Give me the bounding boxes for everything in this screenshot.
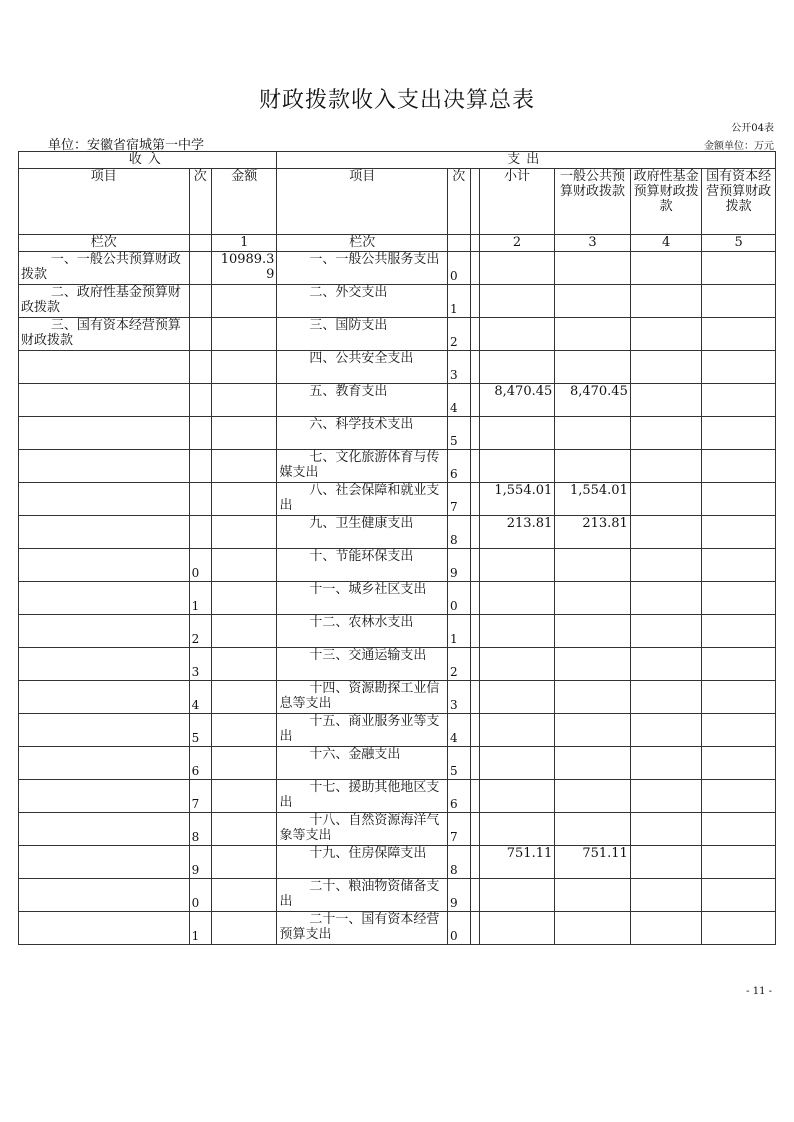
income-seq: 6 <box>189 747 211 780</box>
income-item: 一、一般公共预算财政拨款 <box>19 252 190 285</box>
header-section-row <box>19 152 776 169</box>
subtotal-value <box>479 318 555 351</box>
gov-fund-value <box>630 318 702 351</box>
income-seq: 9 <box>189 846 211 879</box>
gov-fund-value <box>630 846 702 879</box>
income-item <box>19 813 190 846</box>
general-budget-value <box>555 879 631 912</box>
spacer-cell <box>470 813 479 846</box>
gov-fund-value <box>630 714 702 747</box>
expense-seq: 5 <box>448 417 470 450</box>
spacer-cell <box>470 351 479 384</box>
income-amount <box>212 648 277 681</box>
general-budget-value <box>555 582 631 615</box>
state-capital-value <box>702 549 776 582</box>
state-capital-value <box>702 384 776 417</box>
expense-seq: 7 <box>448 813 470 846</box>
expense-seq: 6 <box>448 450 470 483</box>
spacer-cell <box>470 747 479 780</box>
spacer-cell <box>470 483 479 516</box>
spacer-cell <box>470 285 479 318</box>
income-amount <box>212 747 277 780</box>
income-seq: 5 <box>189 714 211 747</box>
expense-item-header: 项目 <box>277 169 448 235</box>
income-amount <box>212 417 277 450</box>
income-seq: 4 <box>189 681 211 714</box>
col-empty <box>189 235 211 252</box>
income-item <box>19 747 190 780</box>
gov-fund-value <box>630 252 702 285</box>
spacer-cell <box>470 582 479 615</box>
table-row <box>19 417 776 450</box>
col-empty <box>448 235 470 252</box>
income-item <box>19 912 190 945</box>
page-number: - 11 - <box>746 986 772 997</box>
income-amount <box>212 384 277 417</box>
general-budget-value: 213.81 <box>555 516 631 549</box>
expense-item: 二、外交支出 <box>277 285 448 318</box>
income-item <box>19 384 190 417</box>
summary-table <box>18 151 776 945</box>
subtotal-value <box>479 681 555 714</box>
income-seq <box>189 417 211 450</box>
col-number-5: 5 <box>702 235 776 252</box>
income-item: 三、国有资本经营预算财政拨款 <box>19 318 190 351</box>
col-number-1: 1 <box>212 235 277 252</box>
income-seq-header: 次 <box>189 169 211 235</box>
expense-item: 十六、金融支出 <box>277 747 448 780</box>
table-row <box>19 516 776 549</box>
general-budget-header: 一般公共预算财政拨款 <box>555 169 631 235</box>
income-item <box>19 483 190 516</box>
income-seq: 0 <box>189 549 211 582</box>
expense-item: 十二、农林水支出 <box>277 615 448 648</box>
expense-item: 四、公共安全支出 <box>277 351 448 384</box>
table-row <box>19 747 776 780</box>
general-budget-value <box>555 417 631 450</box>
spacer-cell <box>470 450 479 483</box>
expense-seq: 4 <box>448 384 470 417</box>
table-row <box>19 681 776 714</box>
table-row <box>19 318 776 351</box>
col-number-2: 2 <box>479 235 555 252</box>
expense-seq: 7 <box>448 483 470 516</box>
state-capital-value <box>702 615 776 648</box>
general-budget-value <box>555 285 631 318</box>
expense-seq: 0 <box>448 252 470 285</box>
general-budget-value <box>555 252 631 285</box>
state-capital-value <box>702 417 776 450</box>
income-amount <box>212 351 277 384</box>
income-seq: 2 <box>189 615 211 648</box>
col-number-4: 4 <box>630 235 702 252</box>
spacer-cell <box>470 846 479 879</box>
general-budget-value <box>555 813 631 846</box>
income-item <box>19 351 190 384</box>
income-item <box>19 615 190 648</box>
gov-fund-value <box>630 681 702 714</box>
income-seq <box>189 384 211 417</box>
income-seq <box>189 252 211 285</box>
income-item <box>19 846 190 879</box>
table-row <box>19 648 776 681</box>
subtotal-value: 1,554.01 <box>479 483 555 516</box>
spacer-cell <box>470 549 479 582</box>
expense-seq: 3 <box>448 351 470 384</box>
gov-fund-value <box>630 417 702 450</box>
income-amount <box>212 846 277 879</box>
table-row <box>19 549 776 582</box>
gov-fund-value <box>630 747 702 780</box>
column-number-row <box>19 235 776 252</box>
general-budget-value <box>555 780 631 813</box>
subtotal-value <box>479 879 555 912</box>
subtotal-value <box>479 615 555 648</box>
subtotal-value <box>479 714 555 747</box>
state-capital-value <box>702 450 776 483</box>
income-item <box>19 780 190 813</box>
income-amount <box>212 912 277 945</box>
subtotal-value <box>479 549 555 582</box>
income-item-header: 项目 <box>19 169 190 235</box>
income-seq <box>189 516 211 549</box>
state-capital-value <box>702 681 776 714</box>
subtotal-header: 小计 <box>479 169 555 235</box>
table-row <box>19 879 776 912</box>
income-amount-header: 金额 <box>212 169 277 235</box>
spacer-cell <box>470 516 479 549</box>
expense-item: 三、国防支出 <box>277 318 448 351</box>
income-amount <box>212 450 277 483</box>
table-body <box>19 252 776 945</box>
gov-fund-value <box>630 516 702 549</box>
general-budget-value <box>555 747 631 780</box>
state-capital-value <box>702 318 776 351</box>
income-seq <box>189 285 211 318</box>
state-capital-value <box>702 285 776 318</box>
income-seq: 8 <box>189 813 211 846</box>
table-row <box>19 615 776 648</box>
expense-seq: 2 <box>448 318 470 351</box>
expense-item: 十七、援助其他地区支出 <box>277 780 448 813</box>
subtotal-value <box>479 780 555 813</box>
expense-seq: 2 <box>448 648 470 681</box>
reporting-unit: 单位：安徽省宿城第一中学 <box>48 138 205 153</box>
income-seq: 1 <box>189 582 211 615</box>
expense-item: 十九、住房保障支出 <box>277 846 448 879</box>
table-row <box>19 780 776 813</box>
spacer-cell <box>470 615 479 648</box>
income-amount <box>212 516 277 549</box>
expense-item: 十三、交通运输支出 <box>277 648 448 681</box>
subtotal-value <box>479 648 555 681</box>
income-seq <box>189 483 211 516</box>
general-budget-value: 8,470.45 <box>555 384 631 417</box>
gov-fund-value <box>630 582 702 615</box>
table-row <box>19 252 776 285</box>
spacer-cell <box>470 681 479 714</box>
state-capital-value <box>702 879 776 912</box>
gov-fund-value <box>630 615 702 648</box>
income-amount <box>212 681 277 714</box>
income-item <box>19 450 190 483</box>
state-capital-value <box>702 483 776 516</box>
general-budget-value <box>555 318 631 351</box>
spacer-cell <box>470 169 479 235</box>
col-label-right: 栏次 <box>277 235 448 252</box>
spacer-cell <box>470 252 479 285</box>
table-row <box>19 285 776 318</box>
income-item <box>19 549 190 582</box>
income-item <box>19 582 190 615</box>
general-budget-value <box>555 912 631 945</box>
expense-item: 六、科学技术支出 <box>277 417 448 450</box>
income-amount <box>212 714 277 747</box>
income-seq <box>189 351 211 384</box>
income-amount <box>212 879 277 912</box>
subtotal-value: 213.81 <box>479 516 555 549</box>
expense-seq: 1 <box>448 285 470 318</box>
spacer-cell <box>470 714 479 747</box>
income-seq: 1 <box>189 912 211 945</box>
expense-seq: 5 <box>448 747 470 780</box>
expense-item: 五、教育支出 <box>277 384 448 417</box>
state-capital-value <box>702 846 776 879</box>
spacer-cell <box>470 318 479 351</box>
spacer-cell <box>470 912 479 945</box>
table-row <box>19 384 776 417</box>
col-number-3: 3 <box>555 235 631 252</box>
gov-fund-value <box>630 813 702 846</box>
general-budget-value <box>555 714 631 747</box>
table-row <box>19 483 776 516</box>
income-item <box>19 714 190 747</box>
spacer-cell <box>470 648 479 681</box>
general-budget-value <box>555 615 631 648</box>
expense-item: 十八、自然资源海洋气象等支出 <box>277 813 448 846</box>
table-row <box>19 714 776 747</box>
income-seq: 0 <box>189 879 211 912</box>
state-capital-value <box>702 813 776 846</box>
expense-seq: 9 <box>448 879 470 912</box>
expense-seq: 9 <box>448 549 470 582</box>
income-item <box>19 648 190 681</box>
state-capital-value <box>702 747 776 780</box>
col-empty <box>470 235 479 252</box>
expense-item: 十一、城乡社区支出 <box>277 582 448 615</box>
general-budget-value <box>555 549 631 582</box>
gov-fund-value <box>630 549 702 582</box>
spacer-cell <box>470 384 479 417</box>
expense-item: 九、卫生健康支出 <box>277 516 448 549</box>
subtotal-value <box>479 912 555 945</box>
income-amount <box>212 318 277 351</box>
income-amount <box>212 813 277 846</box>
table-row <box>19 450 776 483</box>
expense-item: 十五、商业服务业等支出 <box>277 714 448 747</box>
expense-item: 七、文化旅游体育与传媒支出 <box>277 450 448 483</box>
gov-fund-value <box>630 285 702 318</box>
expense-seq: 3 <box>448 681 470 714</box>
col-label-left: 栏次 <box>19 235 190 252</box>
state-capital-value <box>702 252 776 285</box>
expense-item: 十四、资源勘探工业信息等支出 <box>277 681 448 714</box>
form-number: 公开04表 <box>731 123 774 134</box>
state-capital-value <box>702 780 776 813</box>
income-item: 二、政府性基金预算财政拨款 <box>19 285 190 318</box>
subtotal-value <box>479 252 555 285</box>
income-item <box>19 417 190 450</box>
gov-fund-header: 政府性基金预算财政拨款 <box>630 169 702 235</box>
gov-fund-value <box>630 483 702 516</box>
expense-item: 十、节能环保支出 <box>277 549 448 582</box>
gov-fund-value <box>630 912 702 945</box>
gov-fund-value <box>630 879 702 912</box>
expense-seq: 8 <box>448 516 470 549</box>
general-budget-value <box>555 648 631 681</box>
expense-seq: 8 <box>448 846 470 879</box>
income-amount <box>212 780 277 813</box>
income-amount <box>212 582 277 615</box>
subtotal-value: 751.11 <box>479 846 555 879</box>
income-amount <box>212 483 277 516</box>
subtotal-value <box>479 417 555 450</box>
income-amount <box>212 615 277 648</box>
spacer-cell <box>470 780 479 813</box>
income-header: 收入 <box>19 152 277 169</box>
income-item <box>19 681 190 714</box>
gov-fund-value <box>630 351 702 384</box>
income-seq: 7 <box>189 780 211 813</box>
expense-item: 二十一、国有资本经营预算支出 <box>277 912 448 945</box>
state-capital-value <box>702 516 776 549</box>
state-capital-header: 国有资本经营预算财政拨款 <box>702 169 776 235</box>
general-budget-value: 751.11 <box>555 846 631 879</box>
income-seq <box>189 450 211 483</box>
income-item <box>19 879 190 912</box>
expense-item: 八、社会保障和就业支出 <box>277 483 448 516</box>
general-budget-value <box>555 681 631 714</box>
subtotal-value <box>479 450 555 483</box>
income-amount <box>212 549 277 582</box>
gov-fund-value <box>630 384 702 417</box>
gov-fund-value <box>630 780 702 813</box>
income-amount: 10989.39 <box>212 252 277 285</box>
expense-seq-header: 次 <box>448 169 470 235</box>
expense-seq: 0 <box>448 912 470 945</box>
expense-seq: 1 <box>448 615 470 648</box>
spacer-cell <box>470 417 479 450</box>
subtotal-value <box>479 582 555 615</box>
subtotal-value <box>479 285 555 318</box>
subtotal-value <box>479 351 555 384</box>
header-column-row <box>19 169 776 235</box>
general-budget-value: 1,554.01 <box>555 483 631 516</box>
general-budget-value <box>555 450 631 483</box>
state-capital-value <box>702 582 776 615</box>
income-amount <box>212 285 277 318</box>
expense-seq: 0 <box>448 582 470 615</box>
spacer-cell <box>470 879 479 912</box>
expense-item: 一、一般公共服务支出 <box>277 252 448 285</box>
money-unit: 金额单位：万元 <box>704 141 774 152</box>
income-seq: 3 <box>189 648 211 681</box>
expense-item: 二十、粮油物资储备支出 <box>277 879 448 912</box>
table-row <box>19 582 776 615</box>
table-row <box>19 846 776 879</box>
expense-seq: 4 <box>448 714 470 747</box>
subtotal-value <box>479 747 555 780</box>
general-budget-value <box>555 351 631 384</box>
table-row <box>19 912 776 945</box>
table-row <box>19 813 776 846</box>
expense-header: 支出 <box>277 152 776 169</box>
state-capital-value <box>702 714 776 747</box>
table-row <box>19 351 776 384</box>
income-item <box>19 516 190 549</box>
gov-fund-value <box>630 648 702 681</box>
expense-seq: 6 <box>448 780 470 813</box>
subtotal-value <box>479 813 555 846</box>
gov-fund-value <box>630 450 702 483</box>
income-seq <box>189 318 211 351</box>
state-capital-value <box>702 648 776 681</box>
state-capital-value <box>702 351 776 384</box>
report-title: 财政拨款收入支出决算总表 <box>258 88 535 113</box>
state-capital-value <box>702 912 776 945</box>
subtotal-value: 8,470.45 <box>479 384 555 417</box>
